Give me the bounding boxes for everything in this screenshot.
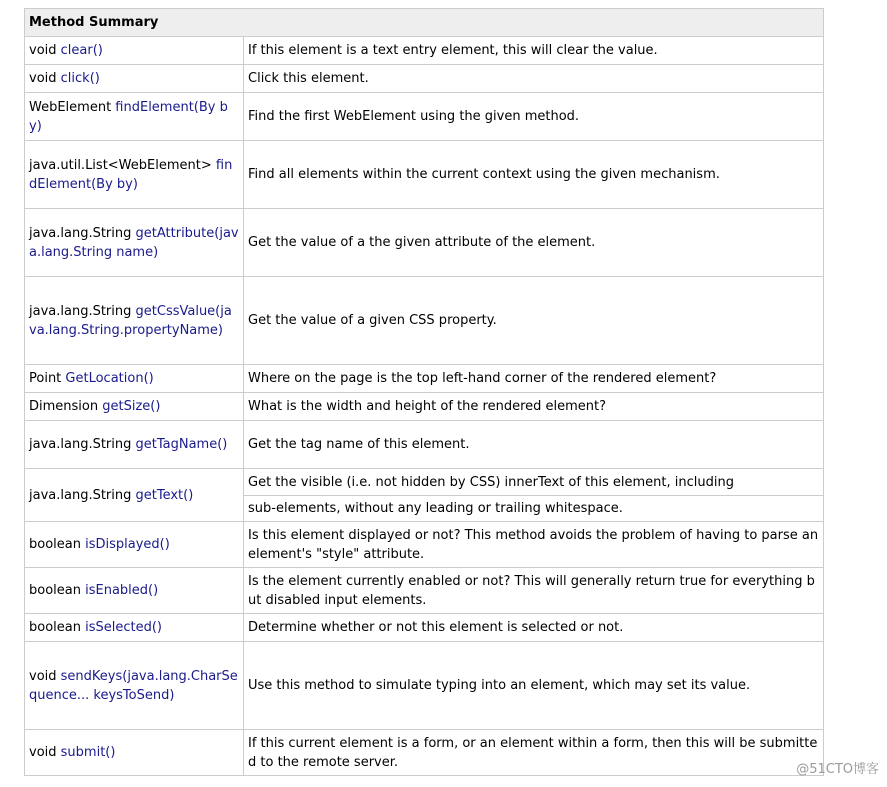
table-row [25,65,824,93]
table-row [25,393,824,421]
signature-cell [25,421,244,469]
return-type: boolean [29,583,86,598]
table-row [25,365,824,393]
description-cell: What is the width and height of the rendered element? [244,393,824,421]
description-cell: If this current element is a form, or an element within a form, then this will be submitted to the remote server. [244,730,824,776]
signature-cell [25,141,244,209]
signature-cell [25,730,244,776]
signature-cell [25,393,244,421]
method-link[interactable]: isDisplayed() [85,537,170,552]
signature-cell [25,65,244,93]
description-cell: Where on the page is the top left-hand corner of the rendered element? [244,365,824,393]
return-type: WebElement [29,99,116,115]
signature-cell [25,277,244,365]
table-row [25,469,824,496]
description-cell: If this element is a text entry element, this will clear the value. [244,37,824,65]
table-header: Method Summary [25,9,824,37]
signature-cell [25,209,244,277]
watermark: @51CTO博客 [796,762,879,777]
method-summary-table [24,8,824,776]
table-row [25,93,824,141]
return-type: java.lang.String [29,487,136,503]
signature-cell [25,614,244,642]
description-cell: Get the value of a given CSS property. [244,277,824,365]
description-cell: Get the visible (i.e. not hidden by CSS) innerText of this element, including [244,469,824,496]
return-type: void [29,71,61,86]
method-link[interactable]: findElement(By by) [29,157,233,192]
description-cell: Get the tag name of this element. [244,421,824,469]
return-type: boolean [29,537,86,552]
description-cell: Get the value of a the given attribute of the element. [244,209,824,277]
method-link[interactable]: getTagName() [135,437,228,452]
table-row [25,568,824,614]
method-link[interactable]: submit() [60,745,116,760]
method-link[interactable]: getSize() [102,399,161,414]
table-row [25,141,824,209]
signature-cell [25,365,244,393]
table-row [25,614,824,642]
signature-cell [25,37,244,65]
method-link[interactable]: GetLocation() [65,371,154,386]
method-link[interactable]: findElement(By by) [29,99,228,134]
description-cell: Is the element currently enabled or not? This will generally return true for everything but disabled input elements. [244,568,824,614]
method-link[interactable]: getCssValue(java.lang.String.propertyName) [29,303,232,338]
return-type: java.util.List<WebElement> [29,157,216,173]
method-link[interactable]: isEnabled() [85,583,159,598]
signature-cell [25,522,244,568]
description-cell: Determine whether or not this element is selected or not. [244,614,824,642]
return-type: Dimension [29,399,103,414]
table-row [25,730,824,776]
method-link[interactable]: sendKeys(java.lang.CharSequence... keysToSend) [29,668,238,703]
table-row [25,277,824,365]
table-row [25,642,824,730]
return-type: Point [29,371,66,386]
return-type: void [29,745,61,760]
return-type: java.lang.String [29,303,136,319]
return-type: java.lang.String [29,437,136,452]
description-cell: Find the first WebElement using the given method. [244,93,824,141]
table-row [25,209,824,277]
method-link[interactable]: click() [60,71,100,86]
method-link[interactable]: clear() [60,43,103,58]
signature-cell [25,642,244,730]
method-link[interactable]: getAttribute(java.lang.String name) [29,225,239,260]
signature-cell [25,568,244,614]
table-row [25,421,824,469]
return-type: boolean [29,620,86,635]
signature-cell [25,469,244,522]
description-cell: Use this method to simulate typing into an element, which may set its value. [244,642,824,730]
table-row [25,37,824,65]
method-link[interactable]: getText() [135,487,194,503]
table-header-row [25,9,824,37]
return-type: void [29,43,61,58]
method-link[interactable]: isSelected() [85,620,162,635]
description-cell: sub-elements, without any leading or trailing whitespace. [244,496,824,522]
description-cell: Is this element displayed or not? This method avoids the problem of having to parse an element's "style" attribute. [244,522,824,568]
signature-cell [25,93,244,141]
description-cell: Click this element. [244,65,824,93]
description-cell: Find all elements within the current context using the given mechanism. [244,141,824,209]
return-type: java.lang.String [29,225,136,241]
table-row [25,522,824,568]
return-type: void [29,668,61,684]
